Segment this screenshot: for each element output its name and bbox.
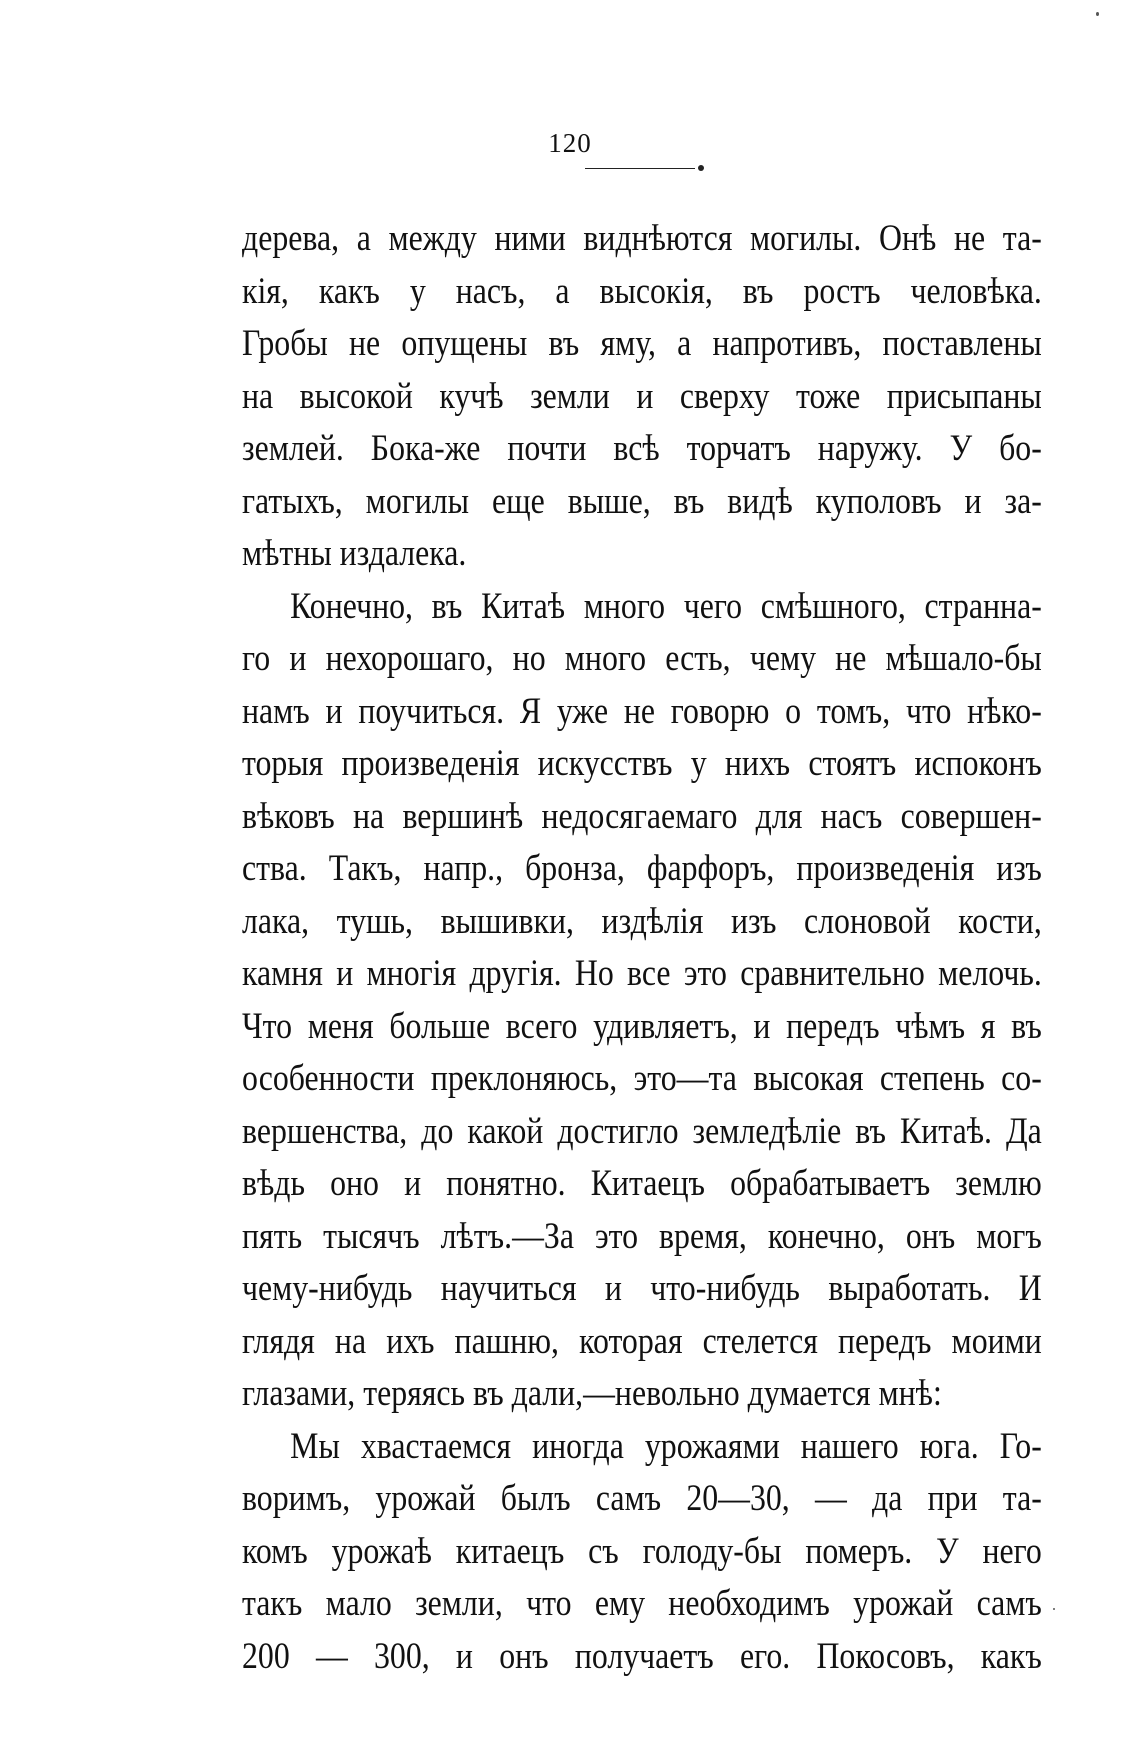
text-line: комъ урожаѣ китаецъ съ голоду-бы померъ. У него: [242, 1530, 1042, 1572]
text-line: особенности преклоняюсь, это—та высокая степень со-: [242, 1058, 1042, 1099]
text-line: лака, тушь, вышивки, издѣлія изъ слоновой кости,: [242, 900, 1042, 942]
text-line: камня и многія другія. Но все это сравнительно мелочь.: [242, 953, 1042, 994]
page-number: 120: [548, 128, 592, 158]
text-line: чему-нибудь научиться и что-нибудь выработать. И: [242, 1268, 1042, 1309]
text-line: дерева, а между ними виднѣются могилы. Онѣ не та-: [242, 218, 1042, 259]
text-line: глазами, теряясь въ дали,—невольно думается мнѣ:: [242, 1373, 942, 1414]
paragraph-first-line: Мы хвастаемся иногда урожаями нашего юга. Го-: [290, 1425, 1042, 1467]
page-number-rule-dot: [698, 165, 704, 171]
text-line: 200 — 300, и онъ получаетъ его. Покосовъ, какъ: [242, 1635, 1042, 1677]
page-number-rule: [585, 168, 695, 169]
text-line: вершенства, до какой достигло земледѣліе въ Китаѣ. Да: [242, 1110, 1042, 1152]
text-line: Гробы не опущены въ яму, а напротивъ, поставлены: [242, 323, 1042, 364]
paragraph-first-line: Конечно, въ Китаѣ много чего смѣшного, странна-: [290, 585, 1042, 627]
text-line: го и нехорошаго, но много есть, чему не мѣшало-бы: [242, 638, 1042, 679]
scan-speck: [1053, 1608, 1055, 1610]
text-line: гатыхъ, могилы еще выше, въ видѣ куполовъ и за-: [242, 480, 1042, 522]
text-line: вѣковъ на вершинѣ недосягаемаго для насъ совершен-: [242, 795, 1042, 837]
text-line: глядя на ихъ пашню, которая стелется передъ моими: [242, 1320, 1042, 1362]
text-line: мѣтны издалека.: [242, 533, 467, 574]
text-line: намъ и поучиться. Я уже не говорю о томъ, что нѣко-: [242, 690, 1042, 732]
text-line: на высокой кучѣ земли и сверху тоже присыпаны: [242, 375, 1042, 417]
body-text: [242, 213, 1042, 1683]
text-line: такъ мало земли, что ему необходимъ урожай самъ: [242, 1583, 1042, 1624]
text-line: Что меня больше всего удивляетъ, и передъ чѣмъ я въ: [242, 1005, 1042, 1047]
text-line: землей. Бока-же почти всѣ торчатъ наружу. У бо-: [242, 428, 1042, 469]
text-line: торыя произведенія искусствъ у нихъ стоятъ испоконъ: [242, 743, 1042, 784]
text-line: вѣдь оно и понятно. Китаецъ обрабатываетъ землю: [242, 1163, 1042, 1204]
text-line: ства. Такъ, напр., бронза, фарфоръ, произведенія изъ: [242, 848, 1042, 889]
scan-speck: [1096, 12, 1099, 16]
text-line: воримъ, урожай былъ самъ 20—30, — да при та-: [242, 1478, 1042, 1519]
text-line: кія, какъ у насъ, а высокія, въ ростъ человѣка.: [242, 270, 1042, 312]
text-line: пять тысячъ лѣтъ.—За это время, конечно, онъ могъ: [242, 1215, 1042, 1257]
